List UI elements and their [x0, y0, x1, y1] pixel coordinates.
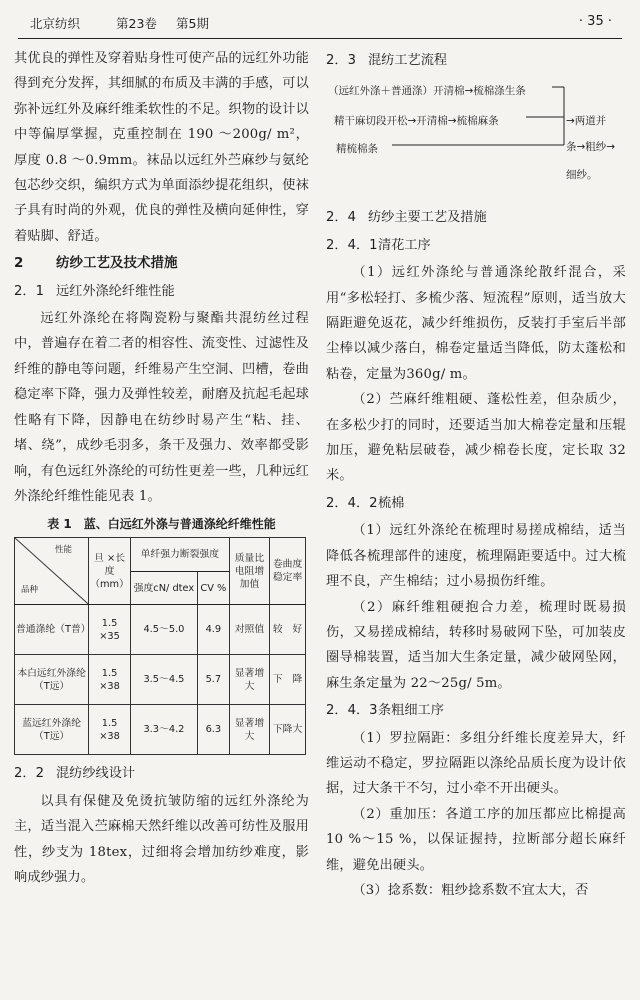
section-title: 远红外涤纶纤维性能 — [56, 283, 175, 299]
paragraph-2-4-2-b: （2）麻纤维粗硬抱合力差，梳理时既易损伤，又易搓成棉结，转移时易破网下坠，可加装皮圈导棉装置，适当加大生条定量，减少破网坠网，麻生条定量为 22～25g/ 5m。 — [326, 599, 626, 691]
header-cv: CV % — [197, 571, 229, 605]
header-resistance: 质量比电阻增加值 — [229, 538, 269, 605]
flow-output-3: 细纱。 — [566, 169, 598, 182]
issue-label: 第5期 — [176, 16, 209, 31]
cell-cv: 6.3 — [197, 705, 229, 755]
section-number: 2．4 — [326, 210, 356, 226]
cell-variety: 本白远红外涤纶（T远） — [15, 655, 89, 705]
section-number: 2．4．1 — [326, 237, 378, 253]
flow-line-1: （远红外涤＋普通涤）开清棉→梳棉涤生条 — [328, 85, 526, 98]
cell-resistance: 对照值 — [229, 605, 269, 655]
cell-strength: 3.3～4.2 — [130, 705, 197, 755]
journal-name: 北京纺织 — [30, 16, 81, 31]
cell-crimp: 较 好 — [270, 605, 306, 655]
paragraph-2-4-3-b: （2）重加压：各道工序的加压都应比棉提高 10 %～15 %，以保证握持，拉断部分超长麻纤维，避免出硬头。 — [326, 806, 626, 873]
diagonal-header-cell — [15, 538, 89, 605]
diag-header-top: 性能 — [55, 545, 73, 556]
cell-variety: 蓝远红外涤纶（T远） — [15, 705, 89, 755]
section-2-4-1-heading — [326, 233, 626, 258]
section-number: 2 — [14, 255, 24, 272]
cell-variety: 普通涤纶（T普） — [15, 605, 89, 655]
table-row — [15, 705, 306, 755]
paragraph-2-4-2-a: （1）远红外涤纶在梳理时易搓成棉结，适当降低各梳理部件的速度，梳理隔距要适中。过大梳理不良，产生棉结；过小易损伤纤维。 — [326, 523, 626, 590]
table-caption: 表 1 蓝、白远红外涤与普通涤纶纤维性能 — [47, 517, 276, 532]
cell-cv: 5.7 — [197, 655, 229, 705]
header-strength: 强度cN/ dtex — [130, 571, 197, 605]
section-2-4-heading — [326, 205, 626, 230]
section-2-4-3-heading — [326, 698, 626, 723]
paragraph-2-1: 远红外涤纶在将陶瓷粉与聚酯共混纺丝过程中，普遍存在着二者的相容性、流变性、过滤性及纤维的静电等问题，纤维易产生空洞、凹槽，卷曲稳定率下降，强力及弹性较差，耐磨及抗起毛起球性略有下降，因静电在纺纱时易产生“粘、挂、堵、绕”，成纱毛羽多，条干及强力、效率都受影响，有色远红外涤纶的可纺性更差一些，几种远红外涤纶纤维性能见表 1。 — [14, 311, 309, 504]
cell-strength: 4.5～5.0 — [130, 605, 197, 655]
flow-line-3: 精梳棉条 — [336, 143, 378, 156]
cell-length: 1.5 ×38 — [89, 705, 131, 755]
flow-output-2: 条→粗纱→ — [566, 141, 616, 154]
section-title: 纺纱主要工艺及措施 — [368, 210, 487, 226]
section-2-heading — [14, 251, 309, 276]
header-length: 旦 ×长度（mm） — [89, 538, 131, 605]
process-flow-diagram — [326, 77, 626, 195]
page-number: · 35 · — [578, 14, 612, 29]
cell-cv: 4.9 — [197, 605, 229, 655]
header-crimp: 卷曲度稳定率 — [270, 538, 306, 605]
fiber-properties-table — [14, 537, 306, 755]
section-title: 条粗细工序 — [378, 703, 444, 719]
section-number: 2．3 — [326, 53, 356, 68]
paragraph-2-4-3-c: （3）捻系数：粗纱捻系数不宜太大，否 — [352, 882, 589, 898]
left-column — [14, 46, 309, 890]
cell-resistance: 显著增大 — [229, 655, 269, 705]
section-title: 清花工序 — [378, 237, 431, 253]
paragraph-2-4-3-a: （1）罗拉隔距：多组分纤维长度差异大，纤维运动不稳定，罗拉隔距以涤纶品质长度为设计依据，过大条干不匀，过小牵不开出硬头。 — [326, 730, 626, 797]
table-header-row — [15, 538, 306, 572]
section-title: 混纺工艺流程 — [368, 53, 448, 68]
section-number: 2．4．2 — [326, 495, 378, 511]
paragraph-2-2: 以具有保健及免烫抗皱防缩的远红外涤纶为主，适当混入苎麻棉天然纤维以改善可纺性及服用性，纱支为 18tex，过细将会增加纺纱难度，影响成纱强力。 — [14, 793, 309, 885]
table-row — [15, 655, 306, 705]
header-rule — [18, 38, 622, 39]
paragraph-intro: 其优良的弹性及穿着贴身性可使产品的远红外功能得到充分发挥，其细腻的布质及丰满的手感，可以弥补远红外及麻纤维柔软性的不足。织物的设计以中等偏厚掌握，克重控制在 190 ～200g/ m²，厚度 0.8 ～0.9mm。袜品以远红外苎麻纱与氨纶包芯纱交织，编织方式为单面添纱提花组织，使袜子具有时尚的外观，优良的弹性及横向延伸性，穿着贴脚、舒适。 — [14, 51, 309, 244]
header-strength-group: 单纤强力断裂强度 — [130, 538, 229, 572]
section-title: 纺纱工艺及技术措施 — [56, 255, 178, 272]
section-number: 2．1 — [14, 283, 44, 299]
right-column — [326, 46, 626, 903]
cell-length: 1.5 ×38 — [89, 655, 131, 705]
section-title: 混纺纱线设计 — [56, 766, 136, 782]
running-header — [18, 8, 622, 34]
section-2-2-heading — [14, 761, 309, 786]
section-number: 2．2 — [14, 766, 44, 782]
cell-length: 1.5 ×35 — [89, 605, 131, 655]
cell-resistance: 显著增大 — [229, 705, 269, 755]
paragraph-2-4-1-a: （1）远红外涤纶与普通涤纶散纤混合，采用“多松轻打、多梳少落、短流程”原则，适当放大隔距避免返花，减少纤维损伤，反装打手室后半部尘棒以减少落白，棉卷定量适当降低，防太蓬松和粘卷，定量为360g/ m。 — [326, 265, 626, 382]
paragraph-2-4-1-b: （2）苎麻纤维粗硬、蓬松性差，但杂质少，在多松少打的同时，还要适当加大棉卷定量和压辊加压，避免粘层破卷，减少棉卷长度，定长取 32 米。 — [326, 392, 626, 484]
flow-output-1: →两道并 — [566, 115, 607, 128]
section-2-4-2-heading — [326, 491, 626, 516]
section-2-1-heading — [14, 279, 309, 304]
diag-header-bottom: 品种 — [21, 585, 39, 596]
flow-line-2: 精干麻切段开松→开清棉→梳棉麻条 — [334, 115, 499, 128]
section-title: 梳棉 — [378, 495, 405, 511]
volume-label: 第23卷 — [116, 16, 157, 31]
cell-strength: 3.5～4.5 — [130, 655, 197, 705]
section-2-3-heading — [326, 48, 626, 73]
cell-crimp: 下降大 — [270, 705, 306, 755]
table-row — [15, 605, 306, 655]
section-number: 2．4．3 — [326, 703, 378, 719]
cell-crimp: 下 降 — [270, 655, 306, 705]
